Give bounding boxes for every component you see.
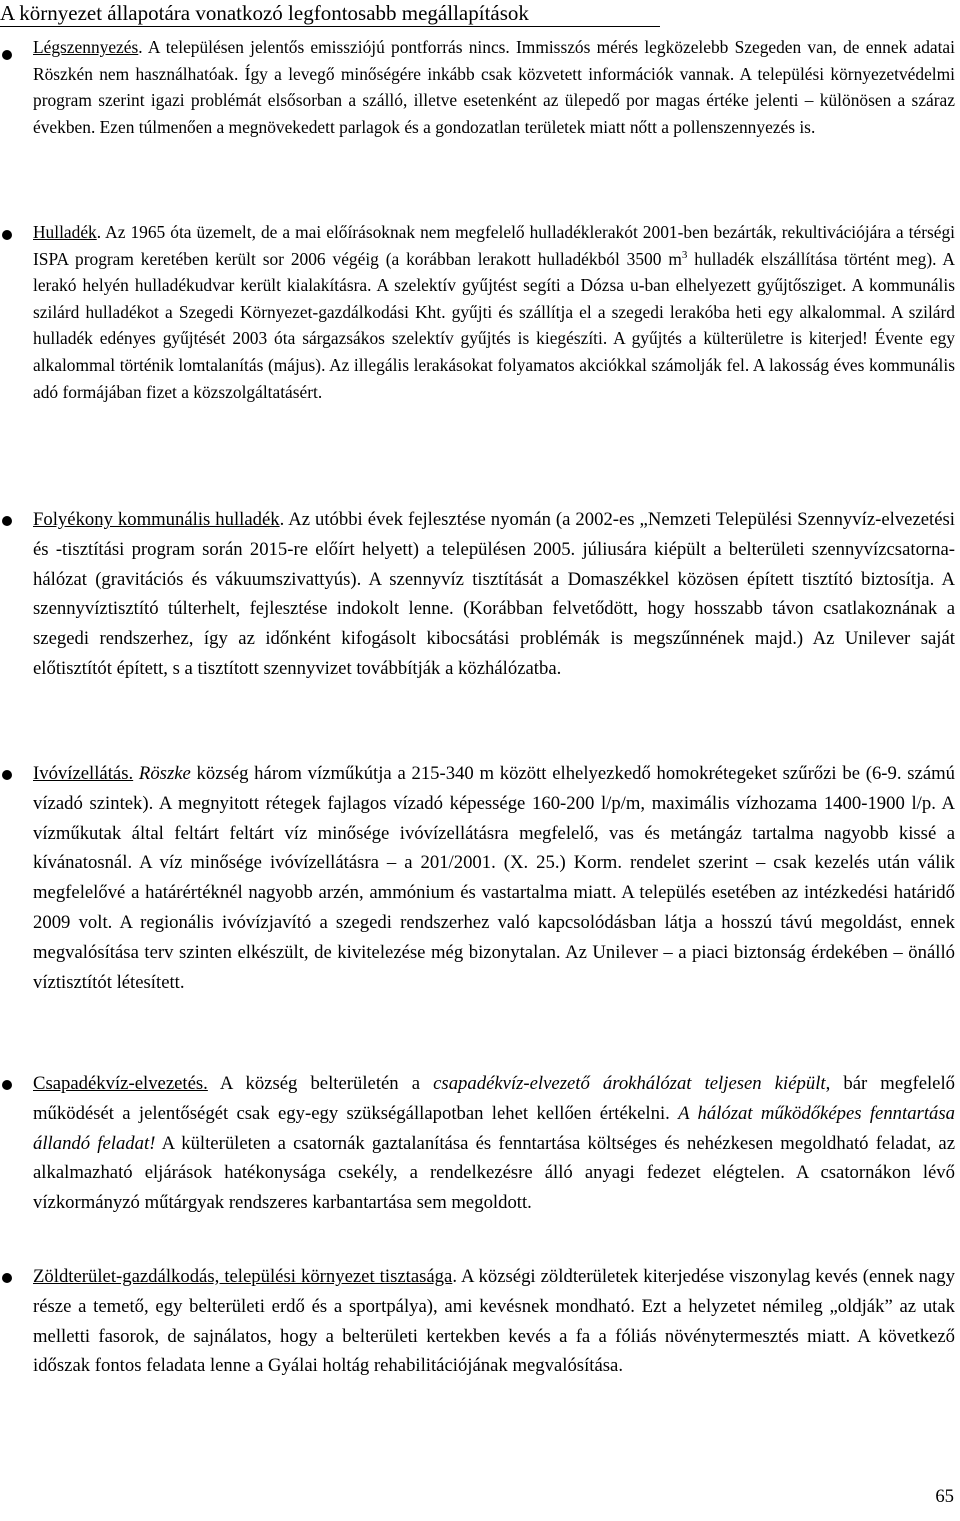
item-body-cont: hulladék elszállítása történt meg). A lerakó helyén hulladékudvar került kialakításra. A szelektív gyűjtést segíti a Dózsa u-ban elhelyezett gyűjtősziget. A kommunális szilárd hulladékot a Szegedi Környezet-gazdálkodási Kht. gyűjti és szállítja el a szegedi lerakóba heti egy alkalommal. A szilárd hulladék edényes gyűjtését 2003 óta sárgazsákos szelektív gyűjtés is kiegészíti. A gyűjtés a külterületre is kiterjed! Évente egy alkalommal történik lomtalanítás (május). Az illegális lerakásokat folyamatos akciókkal számolják fel. A lakosság éves kommunális adó formájában fizet a közszolgáltatásért.	[33, 248, 955, 402]
list-item-text	[33, 219, 955, 405]
separator: .	[279, 509, 289, 530]
bullet-icon	[2, 50, 12, 60]
separator: .	[452, 1266, 462, 1287]
item-italic: Röszke	[138, 763, 191, 784]
item-heading: Légszennyezés	[33, 37, 139, 57]
item-body: község három vízműkútja a 215-340 m között elhelyezkedő homokrétegeket szűrőzi be (6-9. számú vízadó szintek). A megnyitott rétegek fajlagos vízadó képessége 160-200 l/p/m, maximális vízhozama 1400-1900 l/p. A vízműkutak által feltárt feltárt víz minősége ivóvízellátásra megfelelő, vas és metángáz tartalma nagyobb kissé a kívánatosnál. A víz minősége ivóvízellátásra – a 201/2001. (X. 25.) Korm. rendelet szerint – csak kezelés után válik megfelelővé a határértéknél nagyobb arzén, ammónium és vastartalma miatt. A település esetében az intézkedési határidő 2009 volt. A regionális ivóvízjavító a szegedi rendszerhez való kapcsolódásban látja a hosszú távú megoldást, ennek megvalósítása terv szinten elkészült, de kivitelezése még bizonytalan. Az Unilever – a piaci biztonság érdekében – önálló víztisztítót létesített.	[33, 763, 956, 993]
item-body: A településen jelentős emissziójú pontforrás nincs. Immisszós mérés legközelebb Szegeden van, de ennek adatai Röszkén nem használhatóak. Így a levegő minőségére inkább csak közvetett információk vannak. A települési környezetvédelmi program szerint igazi problémát elsősorban a szálló, illetve esetenként az ülepedő por magas értéke jelenti – különösen a száraz években. Ezen túlmenően a megnövekedett parlagok és a gondozatlan területek miatt nőtt a pollenszennyezés is.	[33, 37, 955, 137]
item-heading: Hulladék	[33, 222, 97, 242]
item-body: Az utóbbi évek fejlesztése nyomán (a 2002-es „Nemzeti Települési Szennyvíz-elvezetési és -tisztítási program során 2015-re előírt helyett) a településen 2005. júliusára kiépült a belterületi szennyvízcsatorna-hálózat (gravitációs és vákuumszivattyús). A szennyvíz tisztítását a Domaszékkel közösen épített tisztító biztosítja. A szennyvíztisztító túlterhelt, fejlesztése indokolt lenne. (Korábban felvetődött, hogy hosszabb távon csatlakoznának a szegedi rendszerhez, így az időnként kifogásolt kibocsátási problémák is megszűnnének majd.) Az Unilever saját előtisztítót épített, s a tisztított szennyvizet továbbítják a közhálózatba.	[33, 509, 955, 679]
bullet-icon	[2, 230, 12, 240]
item-body: A község belterületén a	[219, 1073, 434, 1094]
item-italic: csapadékvíz-elvezető árokhálózat teljesen kiépült	[433, 1073, 826, 1094]
item-italic-2: A hálózat működőképes fenntartása állandó feladat!	[33, 1102, 955, 1154]
list-item-text	[33, 34, 955, 140]
bullet-icon	[2, 770, 12, 780]
bullet-icon	[2, 516, 12, 526]
list-item-text	[33, 1069, 955, 1218]
item-heading: Csapadékvíz-elvezetés.	[33, 1073, 208, 1094]
item-body-cont: , bár megfelelő működését a jelentőségét csak egy-egy szükségállapotban lehet kellően értékelni.	[33, 1073, 956, 1124]
page-number: 65	[935, 1486, 954, 1507]
bullet-icon	[2, 1080, 12, 1090]
list-item-text	[33, 1262, 955, 1381]
separator	[208, 1073, 220, 1094]
superscript: 3	[681, 248, 688, 261]
item-heading: Ivóvízellátás.	[33, 763, 134, 784]
list-item-text	[33, 505, 955, 684]
separator: .	[138, 37, 148, 57]
item-body: A községi zöldterületek kiterjedése viszonylag kevés (ennek nagy része a temető, egy belterületi erdő és a sportpálya), ami kevésnek mondható. Ezt a helyzetet némileg „oldják” az utak melletti fasorok, de sajnálatos, hogy a belterületi kertekben kevés a fa a fóliás növénytermesztés miatt. A következő időszak fontos feladata lenne a Gyálai holtág rehabilitációjának megvalósítása.	[33, 1266, 955, 1377]
section-title: A környezet állapotára vonatkozó legfontosabb megállapítások	[0, 0, 660, 27]
item-heading: Folyékony kommunális hulladék	[33, 509, 280, 530]
item-body-end: A külterületen a csatornák gaztalanítása és fenntartása költséges és nehézkesen megoldható feladat, az alkalmazható eljárások hatékonysága csekély, a rendelkezésre álló anyagi fedezet elégtelen. A csatornákon lévő vízkormányzó műtárgyak rendszeres karbantartása sem megoldott.	[33, 1132, 955, 1214]
item-body: Az 1965 óta üzemelt, de a mai előírásoknak nem megfelelő hulladéklerakót 2001-ben bezárták, rekultivációjára a térségi ISPA program keretében került sor 2006 végéig (a korábban lerakott hulladékból 3500 m	[33, 222, 955, 269]
separator: .	[96, 222, 106, 242]
item-heading: Zöldterület-gazdálkodás, települési környezet tisztasága	[33, 1266, 453, 1287]
bullet-icon	[2, 1273, 12, 1283]
list-item-text	[33, 759, 955, 997]
